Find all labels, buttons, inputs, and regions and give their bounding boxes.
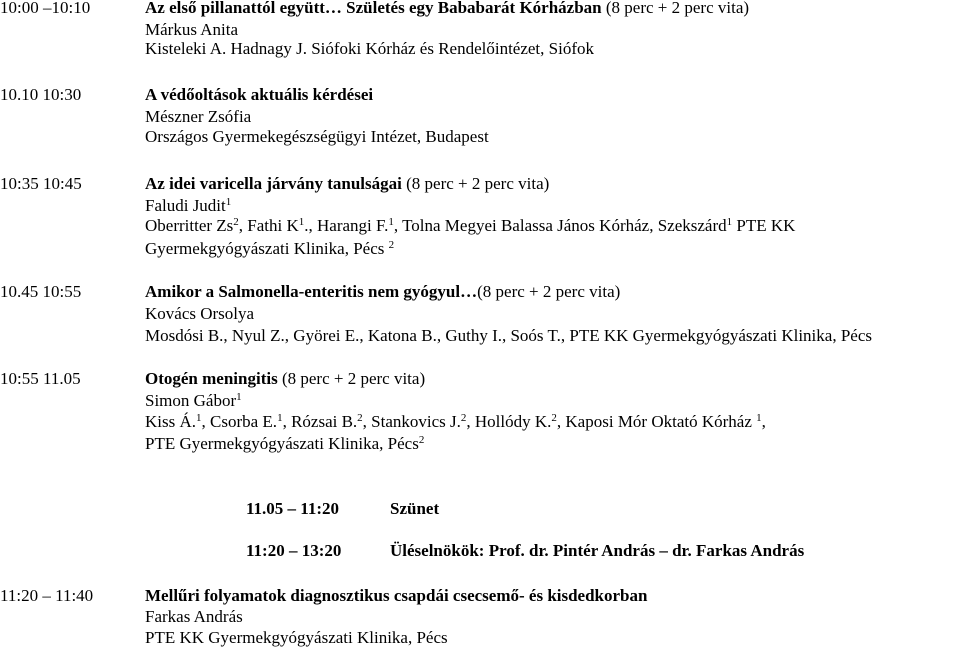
affiliation-continued: PTE Gyermekgyógyászati Klinika, Pécs$^2$ [145,434,425,453]
session-title: Otogén meningitis [145,369,278,388]
session-duration: (8 perc + 2 perc vita) [401,174,550,193]
session-title: Az első pillanattól együtt… Születés egy Bababarát Kórházban [145,0,602,17]
session-time: 10:55 11.05 [0,369,81,388]
session-duration: (8 perc + 2 perc vita) [277,369,426,388]
session-time: 10:35 10:45 [0,174,82,193]
presenter-name: Simon Gábor$^1$ [145,391,242,410]
break-label: Szünet [390,499,440,518]
session-title: Amikor a Salmonella-enteritis nem gyógyul… [145,282,478,301]
presenter-name: Márkus Anita [145,20,239,39]
break-row [246,499,440,519]
affiliation: Oberritter Zs$^2$, Fathi $K^1$., Harangi F.$^1$, Tolna Megyei Balassa János Kórház, Szekszárd$^1$ PTE KK [145,216,796,235]
session-title: Mellűri folyamatok diagnosztikus csapdái csecsemő- és kisdedkorban [145,586,648,605]
presenter-name: Faludi Judit$^1$ [145,196,232,215]
session-time: 10.45 10:55 [0,282,82,301]
session-title: A védőoltások aktuális kérdései [145,85,374,104]
chair-label: Üléselnökök: Prof. dr. Pintér András – dr. Farkas András [390,541,805,560]
session-duration: (8 perc + 2 perc vita) [601,0,750,17]
session-duration: (8 perc + 2 perc vita) [477,282,621,301]
session-time: 10.10 10:30 [0,85,82,104]
presenter-name: Kovács Orsolya [145,304,255,323]
affiliation: Országos Gyermekegészségügyi Intézet, Budapest [145,127,489,146]
session-time: 10:00 –10:10 [0,0,91,17]
presenter-name: Farkas András [145,607,243,626]
chair-time: 11:20 – 13:20 [246,541,342,560]
session-title: Az idei varicella járvány tanulságai [145,174,402,193]
affiliation: Mosdósi B., Nyul Z., Györei E., Katona B., Guthy I., Soós T., PTE KK Gyermekgyógyászati Klinika, Pécs [145,326,872,345]
presenter-name: Mészner Zsófia [145,107,252,126]
affiliation: Kiss Á.$^1$, Csorba E.$^1$, Rózsai B.$^2$, Stankovics J.$^2$, Hollódy K.$^2$, Kaposi Mór Oktató Kórház $^1$, [145,412,766,431]
break-time: 11.05 – 11:20 [246,499,340,518]
affiliation: Kisteleki A. Hadnagy J. Siófoki Kórház és Rendelőintézet, Siófok [145,39,594,58]
chair-row [246,541,805,561]
affiliation-continued: Gyermekgyógyászati Klinika, Pécs $^2$ [145,239,395,258]
session-time: 11:20 – 11:40 [0,586,94,605]
affiliation: PTE KK Gyermekgyógyászati Klinika, Pécs [145,628,448,647]
